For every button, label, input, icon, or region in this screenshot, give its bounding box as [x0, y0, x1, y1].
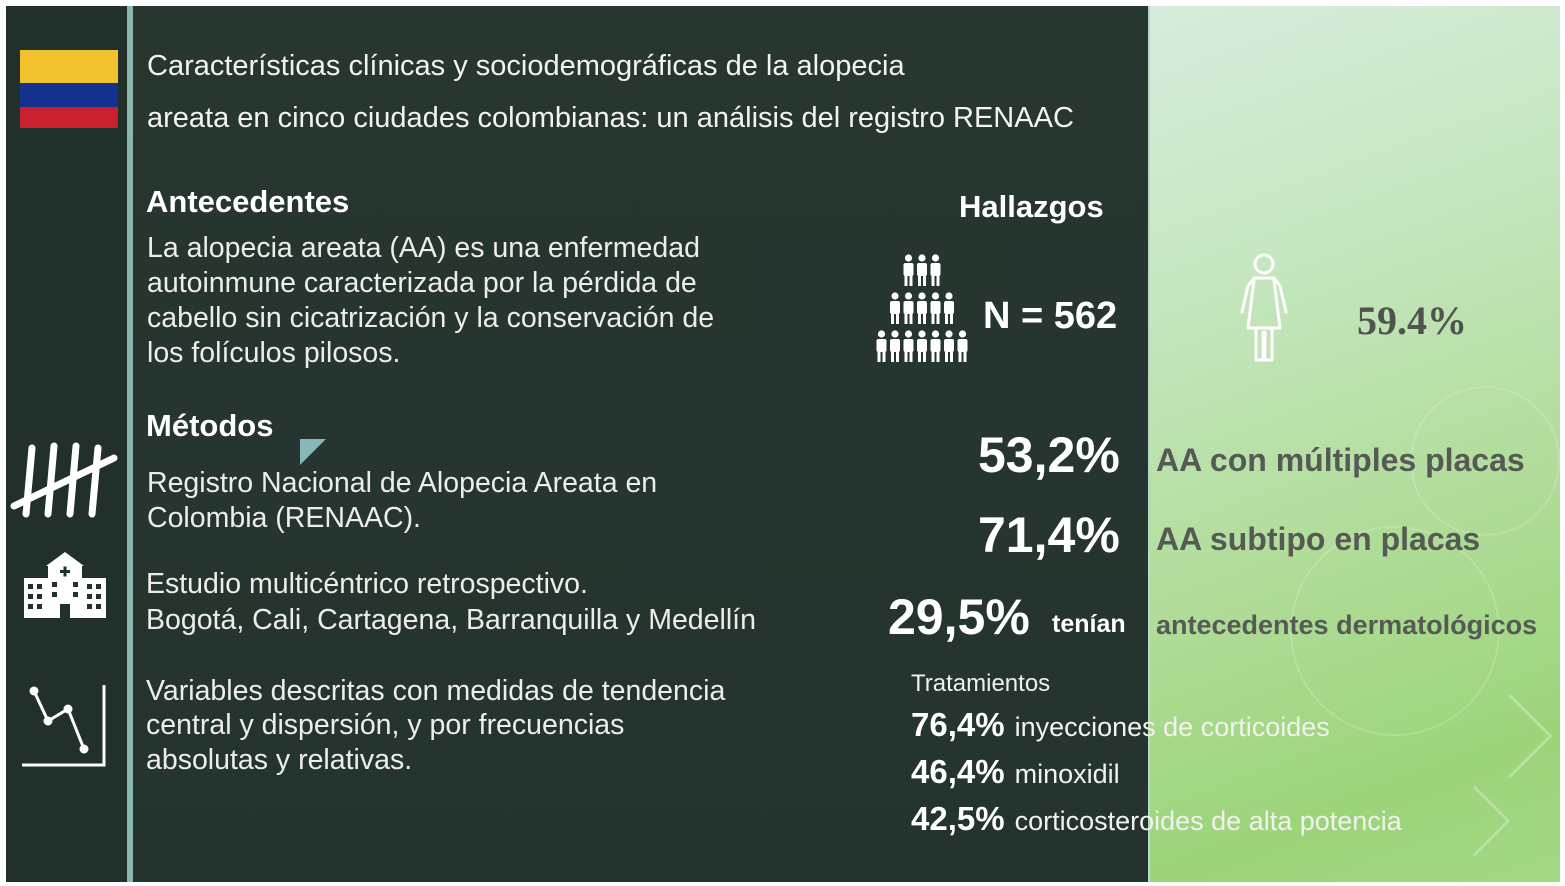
title-line-2: areata en cinco ciudades colombianas: un análisis del registro RENAAC — [147, 102, 1074, 134]
person-figure — [931, 330, 941, 362]
antecedentes-line: autoinmune caracterizada por la pérdida de — [147, 267, 697, 299]
hospital-icon — [22, 550, 108, 620]
treatment-pct: 42,5% — [911, 800, 1005, 837]
registro-line: Registro Nacional de Alopecia Areata en — [147, 467, 658, 499]
estudio-line: Estudio multicéntrico retrospectivo. — [146, 568, 588, 600]
tratamientos-heading: Tratamientos — [911, 670, 1051, 697]
flag-stripe-yellow — [20, 50, 118, 83]
dermato-pct: 29,5% — [888, 589, 1030, 645]
treatment-pct: 76,4% — [911, 706, 1005, 743]
person-figure — [917, 292, 927, 324]
person-figure — [958, 330, 968, 362]
antecedentes-line: La alopecia areata (AA) es una enfermedad — [147, 232, 700, 264]
woman-icon — [1234, 252, 1294, 364]
treatment-label: minoxidil — [1014, 759, 1120, 789]
flag-stripe-blue — [20, 83, 118, 107]
treatment-row — [911, 753, 1120, 791]
person-figure — [890, 292, 900, 324]
person-figure — [890, 330, 900, 362]
dermato-mid-text: tenían — [1052, 610, 1126, 638]
multiples-label: AA con múltiples placas — [1156, 442, 1525, 478]
estudio-line: Bogotá, Cali, Cartagena, Barranquilla y Medellín — [146, 604, 756, 636]
flag-stripe-red — [20, 107, 118, 128]
treatment-row — [911, 800, 1402, 838]
sample-size: N = 562 — [983, 295, 1118, 337]
person-figure — [931, 292, 941, 324]
treatment-label: corticosteroides de alta potencia — [1014, 806, 1402, 836]
variables-line: Variables descritas con medidas de tendencia — [146, 675, 726, 707]
person-figure — [944, 330, 954, 362]
person-figure — [904, 330, 914, 362]
treatment-row — [911, 706, 1330, 744]
multiples-pct: 53,2% — [978, 427, 1120, 483]
antecedentes-heading: Antecedentes — [146, 184, 350, 219]
variables-line: absolutas y relativas. — [146, 744, 413, 776]
treatment-pct: 46,4% — [911, 753, 1005, 790]
dermato-label: antecedentes dermatológicos — [1156, 610, 1538, 640]
antecedentes-line: cabello sin cicatrización y la conservación de — [147, 302, 715, 334]
variables-line: central y dispersión, y por frecuencias — [146, 709, 625, 741]
person-figure — [877, 330, 887, 362]
treatment-label: inyecciones de corticoides — [1014, 712, 1330, 742]
registro-line: Colombia (RENAAC). — [147, 502, 421, 534]
subtipo-label: AA subtipo en placas — [1156, 521, 1481, 557]
person-figure — [931, 254, 941, 286]
people-group-icon — [872, 252, 972, 364]
person-figure — [904, 292, 914, 324]
tally-marks-icon — [10, 440, 118, 522]
triangle-marker-icon — [298, 437, 328, 467]
person-figure — [917, 330, 927, 362]
person-figure — [904, 254, 914, 286]
decorative-chevron — [1468, 694, 1553, 779]
line-chart-icon — [20, 683, 108, 767]
person-figure — [917, 254, 927, 286]
hallazgos-heading: Hallazgos — [959, 189, 1104, 224]
female-percentage: 59.4% — [1357, 298, 1467, 343]
title-line-1: Características clínicas y sociodemográficas de la alopecia — [147, 50, 905, 82]
subtipo-pct: 71,4% — [978, 507, 1120, 563]
person-figure — [944, 292, 954, 324]
antecedentes-line: los folículos pilosos. — [147, 337, 401, 369]
metodos-heading: Métodos — [146, 408, 274, 443]
decorative-chevron — [1440, 786, 1511, 857]
